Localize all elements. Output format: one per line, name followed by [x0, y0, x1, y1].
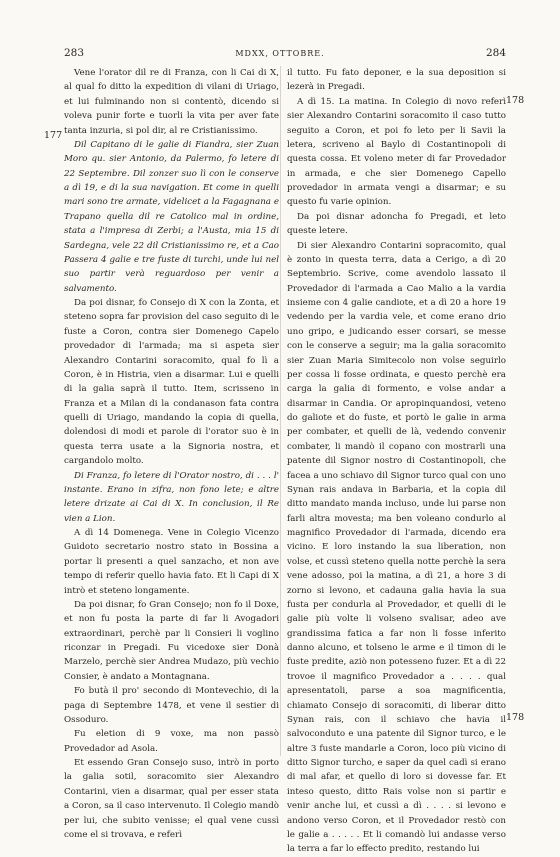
margin-number-right-bottom: 178: [506, 712, 525, 723]
page-number-right: 284: [485, 47, 506, 59]
paragraph: Dil Capitano di le galie di Fiandra, sier Zuan Moro qu. sier Antonio, da Palermo, fo letere di 22 Septembre. Dil zonzer suo lì con le conserve a dì 19, e di la sua navigation. Et come in quelli mari sono tre armate, videlicet a la Fagagnana e Trapano quella dil re Catolico mal in ordine, stata a l'impresa di Zerbi; a l'Austa, mia 15 di Sardegna, vele 22 dil Cristianissimo re, et a Cao Passera 4 galie e tre fuste di turchi, unde lui nel suo partir verà reguardoso per venir a salvamento.: [64, 139, 279, 294]
paragraph: Da poi disnar, fo Gran Consejo; non fo il Doxe, et non fu posta la parte di far li Avogadori extraordinari, perchè par li Consieri li voglino riconzar in Pregadi. Fu vicedoxe sier Donà Marzelo, perchè sier Andrea Mudazo, più vechio Consier, è andato a Montagnana.: [64, 599, 279, 682]
paragraph: A dì 15. La matina. In Colegio di novo referì sier Alexandro Contarini soracomito il caso tutto seguito a Coron, et poi fo leto per li Savii la letera, scriveno al Baylo di Costantinopoli di questa cossa. Et voleno meter di far Provedador in armada, e che sier Domenego Capello provedador in armata vengi a disarmar; e su questo fu varie opinion.: [287, 96, 506, 208]
paragraph: il tutto. Fu fato deponer, e la sua deposition si lezerà in Pregadi.: [287, 68, 506, 93]
paragraph: Da poi disnar, fo Consejo di X con la Zonta, et steteno sopra far provision del caso seguito di le fuste a Coron, contra sier Domenego Capelo provedador di l'armada; ma si aspeta sier Alexandro Contarini soracomito, qual fo lì a Coron, è in Histria, vien a disarmar. Lui e quelli di la galia saprà il tutto. Item, scrisseno in Franza et a Milan di la condanason fata contra quelli di Uriago, mandando la copia di quella, dolendosi di modi et parole di l'orator suo è in questa terra usate a la Signoria nostra, et cargandolo molto.: [64, 298, 279, 467]
left-column: [64, 66, 279, 842]
paragraph: Di Franza, fo letere di l'Orator nostro, di . . . l' instante. Erano in zifra, non fono lete; e altre letere drizate ai Cai di X. In conclusion, il Re vien a Lion.: [64, 470, 279, 524]
paragraph: A dì 14 Domenega. Vene in Colegio Vicenzo Guidoto secretario nostro stato in Bossina a portar li presenti a quel sanzacho, et non ave tempo di referir quello havia fato. Et li Capi di X intrò et steteno longamente.: [64, 528, 279, 596]
paragraph: Vene l'orator dil re di Franza, con li Cai di X, al qual fo ditto la expedition di vilani di Uriago, et lui fulminando non si contentò, dicendo si voleva punir forte e tuorli la vita per aver fate tanta inzuria, si pol dir, al re Cristianissimo.: [64, 68, 279, 136]
paragraph: Et essendo Gran Consejo suso, intrò in porto la galia sotil, soracomito sier Alexandro Contarini, vien a disarmar, qual per esser stata a Coron, sa il caso intervenuto. Il Colegio mandò per lui, che subito venisse; el qual vene cussì come el si trovava, e referì: [64, 758, 279, 840]
column-divider: [280, 66, 281, 756]
page-number-left: 283: [64, 47, 85, 59]
running-header: MDXX, OTTOBRE.: [235, 49, 325, 58]
right-column: [287, 66, 506, 857]
margin-number-left: 177: [44, 130, 63, 141]
margin-number-right-top: 178: [506, 95, 525, 106]
paragraph: Di sier Alexandro Contarini sopracomito, qual è zonto in questa terra, data a Cerigo, a dì 20 Septembrio. Scrive, come avendolo lassato il Provedador di l'armada a Cao Malio a la vardia insieme con 4 galie candiote, et a dì 20 a hore 19 vedendo per la vardia vele, et come erano drio uno gripo, e judicando esser corsari, se messe con le conserve a seguir; ma la galia soracomito sier Zuan Maria Simitecolo non volse seguirlo per cossa li fosse ordinata, e questo perchè era carga la galia di formento, e volse andar a disarmar in Candia. Or apropinquandosi, veteno do galiote et do fuste, et portò le galie in arma per combater, et quelli de là, vedendo convenir combater, li mandò il copano con mostrarli una patente dil Signor nostro di Costantinopoli, che facea a uno schiavo dil Signor turco qual con uno Synan rais andava in Barbaria, et la copia dil ditto mandato manda incluso, unde lui parse non farli altra movesta; ma ben voleano condurlo al magnifico Provedador di l'armada, dicendo era vicino. E loro instando la sua liberation, non volse, et cussì steteno quella notte perchè la sera vene adosso, poi la matina, a dì 21, a hore 3 di zorno si levono, et cadauna galia havia la sua fusta per condurla al Provedador, et quelli di le galie più volte li volseno svalisar, adeo ave grandissima fatica a far non li fosse inferito danno alcuno, et tolseno le arme e il timon di le fuste predite, aziò non potesseno fuzer. Et a dì 22 trovoe il magnifico Provedador a . . . . qual apresentatoli, parse a soa magnificentia, chiamato Consejo di soracomiti, di liberar ditto Synan rais, con il schiavo che havia il salvoconduto e una patente dil Signor turco, e le altre 3 fuste mandarle a Coron, loco più vicino di ditto Signor turcho, e saper da quel cadì si erano di mal afar, et quello di loro si dovesse far. Et inteso questo, ditto Rais volse non si partir e venir anche lui, et cussì a dì . . . . si levono e andono verso Coron, et il Provedador restò con le galie a . . . . . Et li comandò lui andasse verso la terra a far lo effecto predito, restando lui: [287, 240, 506, 855]
paragraph: Fo butà il pro' secondo di Montevechio, di la paga di Septembre 1478, et vene il sestier di Ossoduro.: [64, 686, 279, 725]
paragraph: Fu eletion di 9 voxe, ma non passò Provedador ad Asola.: [64, 729, 279, 754]
paragraph: Da poi disnar adoncha fo Pregadi, et leto queste letere.: [287, 211, 506, 237]
